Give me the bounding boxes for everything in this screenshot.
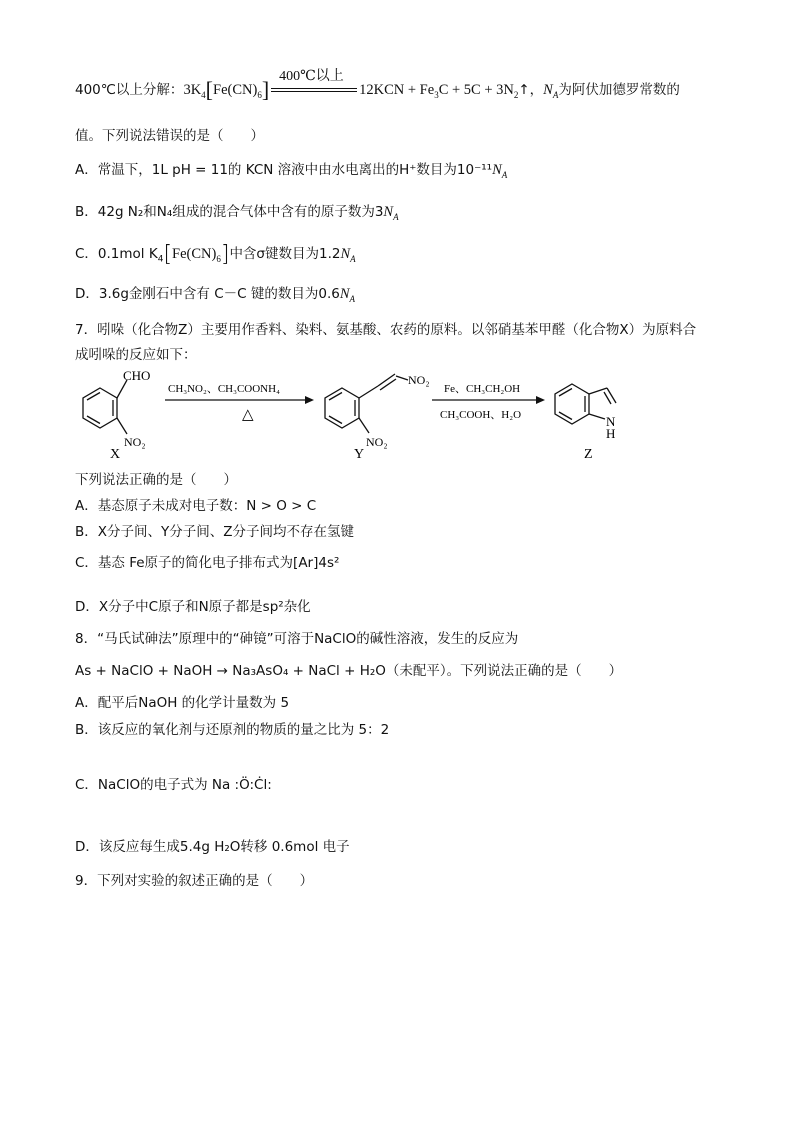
q7-stem-line1: 7．吲哚（化合物Z）主要用作香料、染料、氨基酸、农药的原料。以邻硝基苯甲醛（化合物X）为原料合 (75, 322, 697, 338)
q9-stem: 9．下列对实验的叙述正确的是（ ） (75, 873, 314, 889)
q6-equation-line (75, 68, 680, 105)
q6-intro: 400℃以上分解： (75, 82, 184, 98)
q6-condition: 400℃以上 (279, 68, 344, 84)
no2-label-y-top: NO₂ (408, 373, 430, 387)
q6-option-b: B．42g N₂和N₄组成的混合气体中含有的原子数为$3N_A$ (75, 204, 399, 222)
q8-option-b: B．该反应的氧化剂与还原剂的物质的量之比为 5：2 (75, 722, 390, 738)
no2-label-x: NO₂ (124, 435, 146, 449)
compound-y-structure (325, 374, 408, 433)
q6-option-d: D．3.6g金刚石中含有 C－C 键的数目为$0.6N_A$ (75, 286, 356, 304)
q8-option-a: A．配平后NaOH 的化学计量数为 5 (75, 695, 290, 711)
q8-stem-line1: 8．“马氏试砷法”原理中的“砷镜”可溶于NaClO的碱性溶液，发生的反应为 (75, 631, 519, 647)
nh-n-label: N (606, 414, 616, 429)
avogadro-symbol: $N_A$ (543, 82, 559, 100)
compound-z-label: Z (584, 447, 593, 462)
q8-option-c: C．NaClO的电子式为 Na :Ö:Ċl: (75, 777, 272, 793)
q7-option-b: B．X分子间、Y分子间、Z分子间均不存在氢键 (75, 524, 355, 540)
q7-stem-line2: 成吲哚的反应如下： (75, 347, 197, 363)
q6-option-c: C．0.1mol $K_4[Fe(CN)_6]$中含σ键数目为$1.2N_A$ (75, 242, 356, 267)
no2-label-y-bottom: NO₂ (366, 435, 388, 449)
q7-option-c: C．基态 Fe原子的简化电子排布式为[Ar]4s² (75, 555, 340, 571)
reagent-2b: CH₃COOH、H₂O (440, 409, 522, 421)
cho-label: CHO (123, 368, 151, 383)
compound-y-label: Y (354, 447, 365, 462)
equation-arrow (271, 68, 357, 101)
reagent-1: CH₃NO₂、CH₃COONH₄ (168, 383, 280, 395)
compound-x-label: X (110, 447, 121, 462)
nh-h-label: H (606, 426, 616, 441)
reaction-scheme (60, 366, 650, 466)
q6-uparrow: ↑， (518, 82, 544, 98)
reagent-2a: Fe、CH₃CH₂OH (444, 383, 521, 395)
q7-option-d: D．X分子中C原子和N原子都是sp²杂化 (75, 599, 311, 615)
q7-question: 下列说法正确的是（ ） (75, 472, 237, 488)
compound-x-structure (83, 380, 127, 434)
q8-stem-line2: As + NaClO + NaOH → Na₃AsO₄ + NaCl + H₂O（未配平）。下列说法正确的是（ ） (75, 663, 623, 679)
q6-na-note: 为阿伏加德罗常数的 (558, 82, 680, 98)
q6-formula-left: $3K_4[Fe(CN)_6]$ (183, 77, 270, 102)
q6-question: 值。下列说法错误的是（ ） (75, 128, 264, 144)
q8-option-d: D．该反应每生成5.4g H₂O转移 0.6mol 电子 (75, 839, 350, 855)
heat-symbol: △ (242, 407, 254, 423)
q7-option-a: A．基态原子未成对电子数：N > O > C (75, 498, 317, 514)
q6-products: $12KCN + Fe_3C + 5C + 3N_2$ (359, 82, 519, 100)
q6-option-a: A．常温下，1L pH = 11的 KCN 溶液中由水电离出的H⁺数目为$10^{-11}N_A$ (75, 162, 508, 180)
